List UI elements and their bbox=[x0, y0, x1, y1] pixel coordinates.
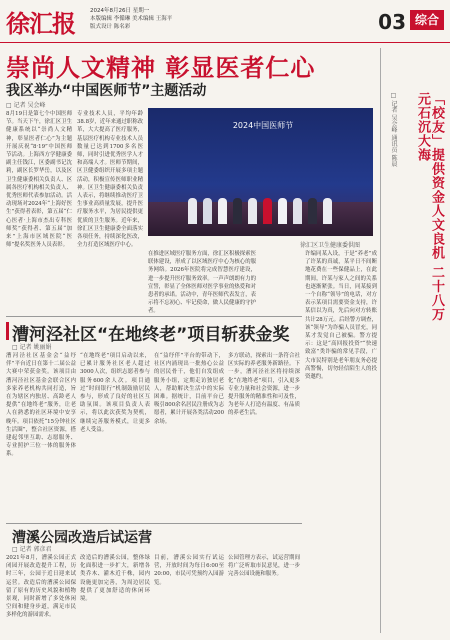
sidebar bbox=[385, 52, 445, 632]
story2-headline: 漕河泾社区“在地终老”项目斩获金奖 bbox=[12, 325, 290, 345]
page-number: 03 bbox=[378, 10, 406, 34]
lead-column-2: 专业技术人员，平均年龄38.8岁，近年来通过职称改革，大大提高了医疗服务，基层医疗机构专业技术人员数量已达到1700多名医师，同时引进优秀医学人才和高端人才。医师节期间，区卫健委组织开展多项主题活动，积极宣传医师职业精神。区卫生健康委相关负责人表示，将继续推动医疗卫生事业高质量发展，提升医疗服务水平，为居民提供更优质的卫生服务。近年来，徐汇区卫生健康委全面落实各项任务，持续深化医改，全力打造区域医疗中心。 bbox=[77, 111, 143, 249]
editor-line: 本版编辑 李循琳 美术编辑 王海平 bbox=[90, 16, 173, 22]
section-badge: 综合 bbox=[410, 10, 444, 30]
story2-column-3: 在“益纾伴”平台的带动下，社区内涌现出一批热心公益的居民骨干，他们自发组成服务小组，定期走访独居老人，帮助解决生活中的实际困难。据统计，目前平台已吸引800余名居民注册成为志愿者，累计开展各类活动200余场。 bbox=[154, 353, 224, 425]
issue-date: 2024年8月26日 星期一 bbox=[90, 8, 150, 14]
photo-caption: 徐汇区卫生健康委供图 bbox=[300, 242, 361, 249]
photo-person bbox=[218, 198, 227, 224]
photo-person bbox=[263, 198, 272, 224]
photo-person bbox=[203, 198, 212, 224]
photo-person bbox=[323, 198, 332, 224]
lead-headline: 崇尚人文精神 彰显医者仁心 bbox=[6, 54, 316, 82]
story2-byline: □ 记者 姚丽娟 bbox=[12, 344, 52, 351]
lead-byline: □ 记者 吴会峰 bbox=[6, 102, 46, 109]
photo-person bbox=[308, 198, 317, 224]
photo-stage bbox=[148, 202, 373, 236]
lead-subheadline: 我区举办“中国医师节”主题活动 bbox=[6, 83, 207, 99]
photo-person bbox=[188, 198, 197, 224]
photo-person bbox=[278, 198, 287, 224]
lead-column-1: 8月19日是第七个中国医师节。当天下午，徐汇区卫生健康系统以“崇尚人文精神，彰显医者仁心”为主题开展庆祝“8·19”中国医师节活动。上海西方学健康委副主任钱江，区委副书记沈莉，副区长罗华岳，以及区卫生健康委相关负责人、区属各医疗机构相关负责人、优秀医师代表参加活动。活动现场对2024年“上海好医生”获得者表彰，第五届“仁心医者·上海市杰出专科医师奖”获得者、第五届“加来”上海市区域医院“医师”提名奖医务人员表彰。 bbox=[6, 111, 72, 249]
lead-column-3: 在推进区域医疗服务方面，徐汇区积极探索医联体建设，形成了以区域医疗中心为核心的服务网络。2026年医院将完成智慧医疗建设，进一步提升医疗服务效率。一声声朗朗有力的宣誓，彰显了全体医师对医学事业的热爱和对患者的承诺。活动中，青年医师代表发言，表示将不忘初心、牢记使命，做人民健康的守护者。 bbox=[148, 251, 256, 315]
story3-column-3: 目前，漕溪公园实行试运营，开放时间为每日6:00至20:00，市民可凭预约入园游览。 bbox=[154, 555, 224, 586]
sidebar-divider bbox=[380, 48, 381, 633]
divider bbox=[6, 316, 302, 317]
story2-column-4: 多方联动，探索出一条符合社区实际的养老服务新路径。下一步，漕河泾社区将持续深化“在地终老”项目，引入更多专业力量和社会资源，进一步提升服务的精准性和可及性，为老年人打造有温度、有品质的养老生活。 bbox=[228, 353, 300, 417]
proof-line: 版式设计 陈名彩 bbox=[90, 24, 131, 30]
story3-headline: 漕溪公园改造后试运营 bbox=[12, 530, 152, 546]
headline-marker bbox=[6, 322, 9, 340]
newspaper-logo: 徐汇报 bbox=[6, 10, 75, 38]
photo-person bbox=[248, 198, 257, 224]
photo-banner: 2024中国医师节 bbox=[232, 121, 294, 130]
photo-person bbox=[293, 198, 302, 224]
sidebar-body: 许编同某入设，于是“养老”成了许某的真诚，某平日不间断地花费在一些保健品上，在此期间，许某与家人之间的关系也逐渐紧张。当日，同某接到一个自称“领导”的电话，对方表示某项目需要资金支持，许某信以为真，先后向对方转账共计28万元。后经警方调查，该“领导”为诈骗人员冒充，同某才发觉自己被骗。警方提示：这是“高回报投资”“快速致富”类诈骗的常见手段，广大市民特别是老年朋友务必提高警惕，切勿轻信陌生人的投资邀约。 bbox=[305, 251, 377, 381]
story2-column-2: “在地终老”项目启动以来，已累计服务社区老人超过3000人次，组织志愿者参与服务600余人次。项目通过“时间银行”机制鼓励居民参与，形成了良好的社区互助氛围。该项目负责人表示，将以此次获奖为契机，继续完善服务模式，让更多老人受益。 bbox=[80, 353, 150, 433]
photo-person bbox=[233, 198, 242, 224]
masthead-info bbox=[90, 7, 172, 31]
masthead bbox=[0, 0, 450, 43]
story3-column-1: 2021年8月，漕溪公园正式闭园开展改造提升工程，历时三年，公园于近日迎来试运营。改造后的漕溪公园保留了原有的历史风貌和植物景观，同时新增了多处休闲空间和健身步道，满足市民多样化的游园需求。 bbox=[6, 555, 76, 619]
sidebar-headline: 「校友」提供资金人文良机 二十八万元石沉大海 bbox=[415, 92, 444, 322]
story2-column-1: 漕河泾社区基金会“益纾伴”平台近日在第十二届公益大赛中荣获金奖。该项目由漕河泾社区基金会联合区内多家养老机构共同打造，旨在为辖区内独居、高龄老人提供“在地终老”服务，让老人在熟悉的社区环境中安享晚年。项目依托“15分钟社区生活圈”，整合社区资源，搭建起邻里互助、志愿服务、专业照护三位一体的服务体系。 bbox=[6, 353, 76, 458]
divider bbox=[6, 523, 302, 524]
sidebar-byline: □ 记者 吴会峰 通讯员 陈晨 bbox=[390, 92, 397, 167]
lead-photo bbox=[148, 108, 373, 236]
story3-byline: □ 记者 郭彦君 bbox=[12, 546, 52, 553]
story3-column-4: 公园管理方表示，试运营期间将广泛听取市民意见，进一步完善公园设施和服务。 bbox=[228, 555, 300, 578]
story3-column-2: 改造后的漕溪公园，整体绿化面积进一步扩大，新增各类乔木、灌木近千株，园内设施更加完善，为周边居民提供了更加舒适的休闲环境。 bbox=[80, 555, 150, 603]
